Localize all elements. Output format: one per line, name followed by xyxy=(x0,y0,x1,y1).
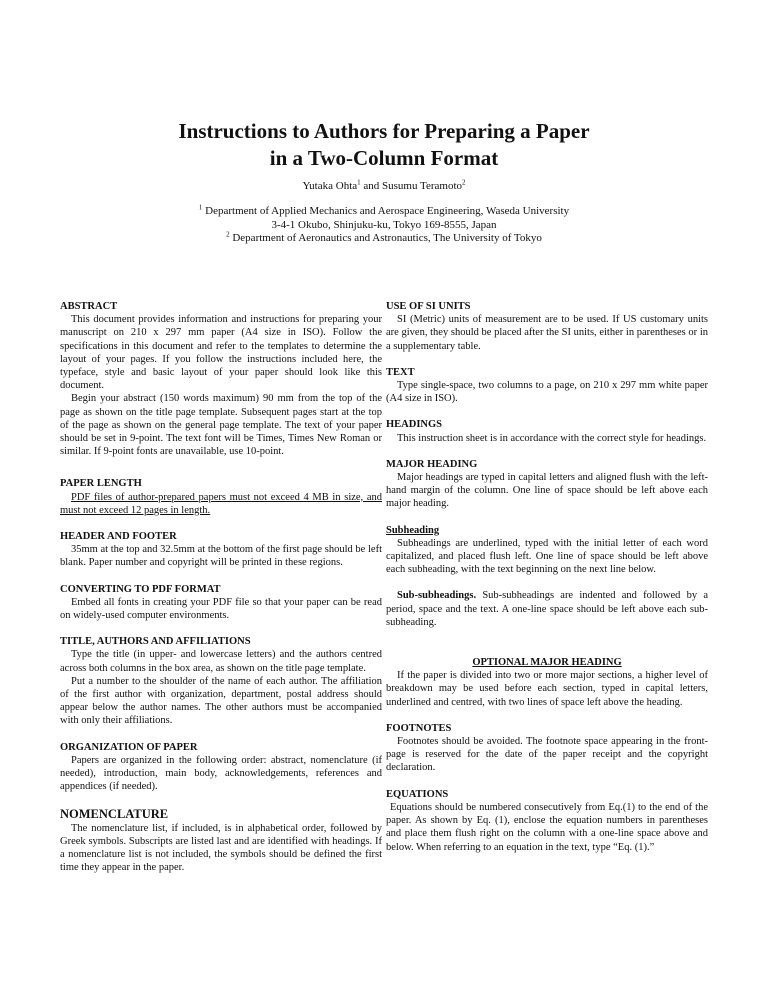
author-2-mark: 2 xyxy=(462,178,466,187)
heading-title-authors: TITLE, AUTHORS AND AFFILIATIONS xyxy=(60,636,251,648)
title-line-1: Instructions to Authors for Preparing a Paper xyxy=(178,119,590,143)
heading-paper-length: PAPER LENGTH xyxy=(60,478,142,490)
section-paper-length xyxy=(60,477,382,517)
author-list xyxy=(0,180,768,192)
pdf-paragraph: Embed all fonts in creating your PDF file so that your paper can be read on widely-used computer environments. xyxy=(60,596,382,622)
section-sub-subheading xyxy=(386,589,708,629)
section-header-footer xyxy=(60,530,382,570)
author-2: Susumu Teramoto xyxy=(382,180,463,192)
heading-text: TEXT xyxy=(386,366,415,378)
affiliation-2-mark: 2 xyxy=(226,230,230,239)
section-si-units xyxy=(386,300,708,353)
sub-subheading-text: Sub-subheadings are indented and followed by a period, space and the text. A one-line space should be left above each sub-subheading. xyxy=(386,590,708,628)
section-major-heading xyxy=(386,458,708,511)
section-text xyxy=(386,366,708,406)
affiliation-1-address: 3-4-1 Okubo, Shinjuku-ku, Tokyo 169-8555, Japan xyxy=(271,218,497,231)
title-line-2: in a Two-Column Format xyxy=(269,146,499,170)
affiliation-2 xyxy=(0,232,768,246)
footnotes-paragraph: Footnotes should be avoided. The footnote space appearing in the front-page is reserved for the date of the paper receipt and the copyright declaration. xyxy=(386,736,708,774)
section-optional-major xyxy=(386,656,708,709)
section-equations xyxy=(386,788,708,854)
heading-si-units: USE OF SI UNITS xyxy=(386,301,471,312)
section-organization xyxy=(60,741,382,794)
section-footnotes xyxy=(386,722,708,775)
author-1-mark: 1 xyxy=(357,178,361,187)
optional-major-paragraph: If the paper is divided into two or more major sections, a higher level of breakdown may be used before each section, typed in capital letters, underlined and centred, with two lines of space left above the heading. xyxy=(386,670,708,708)
heading-headings: HEADINGS xyxy=(386,419,443,431)
heading-footnotes: FOOTNOTES xyxy=(386,722,452,734)
right-column xyxy=(386,300,708,867)
heading-header-footer: HEADER AND FOOTER xyxy=(60,531,177,543)
section-nomenclature xyxy=(60,807,382,875)
title-authors-paragraph-2: Put a number to the shoulder of the name of each author. The affiliation of the first author with organization, department, postal address should appear below the author names. The other authors must be accompanied with only their affiliations. xyxy=(60,675,382,727)
paper-title xyxy=(0,118,768,172)
author-conjunction: and xyxy=(360,180,383,192)
heading-sub-subheading: Sub-subheadings. xyxy=(397,590,477,602)
heading-abstract: ABSTRACT xyxy=(60,301,118,312)
affiliations xyxy=(0,205,768,246)
text-paragraph: Type single-space, two columns to a page, on 210 x 297 mm white paper (A4 size in ISO). xyxy=(386,380,708,405)
section-headings xyxy=(386,418,708,444)
heading-major: MAJOR HEADING xyxy=(386,458,478,470)
subheading-paragraph: Subheadings are underlined, typed with the initial letter of each word capitalized, and placed flush left. One line of space should be left above each subheading, with the text beginning on the next line below. xyxy=(386,537,708,576)
author-1: Yutaka Ohta xyxy=(302,180,358,192)
heading-nomenclature: NOMENCLATURE xyxy=(60,806,169,821)
affiliation-1-text: Department of Applied Mechanics and Aerospace Engineering, Waseda University xyxy=(202,205,570,217)
paper-length-paragraph: PDF files of author-prepared papers must not exceed 4 MB in size, and must not exceed 12 pages in length. xyxy=(60,491,382,516)
affiliation-1-mark: 1 xyxy=(198,203,203,212)
abstract-paragraph-2: Begin your abstract (150 words maximum) 90 mm from the top of the page as shown on the title page template. Subsequent pages start at the top of the page as shown on the general page template. The text of your paper should be set in 9-point. The text font will be Times, Times New Roman or similar. If 9-point fonts are unavailable, use 10-point. xyxy=(60,393,382,458)
heading-pdf: CONVERTING TO PDF FORMAT xyxy=(60,583,221,595)
heading-organization: ORGANIZATION OF PAPER xyxy=(60,741,198,753)
heading-equations: EQUATIONS xyxy=(386,788,449,800)
section-pdf xyxy=(60,583,382,623)
section-abstract xyxy=(60,300,382,458)
section-title-authors xyxy=(60,635,382,727)
major-heading-paragraph: Major headings are typed in capital letters and aligned flush with the left-hand margin of the column. One line of space should be left above each major heading. xyxy=(386,472,708,510)
nomenclature-paragraph: The nomenclature list, if included, is in alphabetical order, followed by Greek symbols. Subscripts are listed last and are identified with headings. If a nomenclature list is not included, the symbols should be defined the first time they appear in the paper. xyxy=(60,822,382,874)
si-units-paragraph: SI (Metric) units of measurement are to be used. If US customary units are given, they should be placed after the SI units, either in parentheses or in a supplementary table. xyxy=(386,314,708,352)
title-authors-paragraph-1: Type the title (in upper- and lowercase letters) and the authors centred across both columns in the box area, as shown on the title page template. xyxy=(60,649,382,674)
heading-subheading: Subheading xyxy=(386,524,440,536)
abstract-paragraph-1: This document provides information and instructions for preparing your manuscript on 210 x 297 mm paper (A4 size in ISO). Follow the specifications in this document and refer to the templates to determine the layout of your pages. If you follow the instructions included here, the typeface, style and basic layout of your paper should look like this document. xyxy=(60,314,382,392)
equations-paragraph: Equations should be numbered consecutively from Eq.(1) to the end of the paper. As shown by Eq. (1), enclose the equation numbers in parentheses and place them flush right on the column with a one-line space above and below. When referring to an equation in the text, type “Eq. (1).” xyxy=(386,801,708,853)
affiliation-1 xyxy=(0,205,768,219)
section-subheading xyxy=(386,524,708,577)
heading-optional-major: OPTIONAL MAJOR HEADING xyxy=(472,657,622,669)
left-column xyxy=(60,300,382,887)
headings-paragraph: This instruction sheet is in accordance with the correct style for headings. xyxy=(397,432,707,444)
organization-paragraph: Papers are organized in the following order: abstract, nomenclature (if needed), introduction, main body, acknowledgements, references and appendices (if needed). xyxy=(60,754,382,793)
sub-subheading-paragraph xyxy=(386,589,708,629)
affiliation-2-text: Department of Aeronautics and Astronautics, The University of Tokyo xyxy=(229,232,542,244)
header-footer-paragraph: 35mm at the top and 32.5mm at the bottom of the first page should be left blank. Paper number and copyright will be printed in these regions. xyxy=(60,544,382,569)
